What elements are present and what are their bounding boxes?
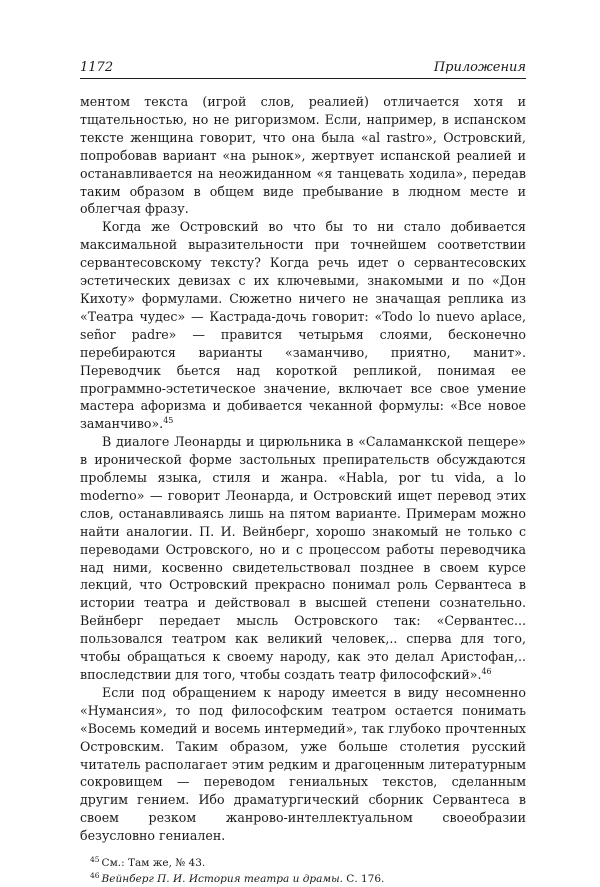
paragraph: Если под обращением к народу имеется в виду несомненно «Нумансия», то под философским театром остается понимать «Восемь комедий и восемь интермедий», так глубоко прочтенных Островским. Таким образом, уже больше столетия русский читатель располагает этим редким и драгоценным литературным сокровищем — переводом гениальных текстов, сделанным другим гением. Ибо драматургический сборник Сервантеса в своем резком жанрово-интеллектуальном своеобразии безусловно гениален. — [80, 684, 526, 844]
page-number: 1172 — [80, 60, 114, 75]
footnotes — [80, 855, 526, 887]
main-text — [80, 93, 526, 845]
footnote-ref: 45 — [163, 416, 174, 426]
footnote-author: Вейнберг П. И. — [101, 873, 186, 886]
paragraph: ментом текста (игрой слов, реалией) отличается хотя и тщательностью, но не ригоризмом. Если, например, в испанском тексте женщина говорит, что она была «al rastro», Островский, попробовав вариант «на рынок», жертвует испанской реалией и останавливается на неожиданном «я танцевать ходила», передав таким образом в общем виде пребывание в людном месте и облегчая фразу. — [80, 94, 526, 217]
page-header — [80, 58, 526, 79]
footnote-title: История театра и драмы — [188, 873, 340, 886]
footnote: $^{45}$ См.: Там же, № 43. — [90, 854, 206, 870]
running-title: Приложения — [433, 60, 526, 75]
paragraph: Когда же Островский во что бы то ни стало добивается максимальной выразительности при точнейшем соответствии сервантесовскому тексту? Когда речь идет о сервантесовских эстетических девизах с их ключевыми, знакомыми и по «Дон Кихоту» формулами. Сюжетно ничего не значащая реплика из «Театра чудес» — Кастрада-дочь говорит: «Todo lo nuevo aplace, señor padre» — правится четырьмя слоями, бесконечно перебираются варианты «заманчиво, приятно, манит». Переводчик бьется над короткой репликой, понимая ее программно-эстетическое значение, включает все свое умение мастера афоризма и добивается чеканной формулы: «Все новое заманчиво».$^{45}$ — [80, 219, 526, 432]
book-page — [80, 58, 526, 887]
paragraph: В диалоге Леонарды и цирюльника в «Саламанкской пещере» в иронической форме застольных препирательств обсуждаются проблемы языка, стиля и жанра. «Habla, por tu vida, a lo moderno» — говорит Леонарда, и Островский ищет перевод этих слов, останавливаясь лишь на пятом варианте. Примерам можно найти аналогии. П. И. Вейнберг, хорошо знакомый не только с переводами Островского, но и с процессом работы переводчика над ними, косвенно свидетельствовал позднее в своем курсе лекций, что Островский прекрасно понимал роль Сервантеса в истории театра и действовал в высшей степени сознательно. Вейнберг передает мысль Островского так: «Сервантес... пользовался театром как великий человек,.. сперва для того, чтобы обращаться к своему народу, как это делал Аристофан,.. впоследствии для того, чтобы создать театр философский».$^{46}$ — [80, 434, 526, 682]
footnote: $^{46}$ Вейнберг П. И. История театра и драмы. С. 176. — [90, 870, 385, 886]
footnote-ref: 46 — [481, 666, 492, 676]
